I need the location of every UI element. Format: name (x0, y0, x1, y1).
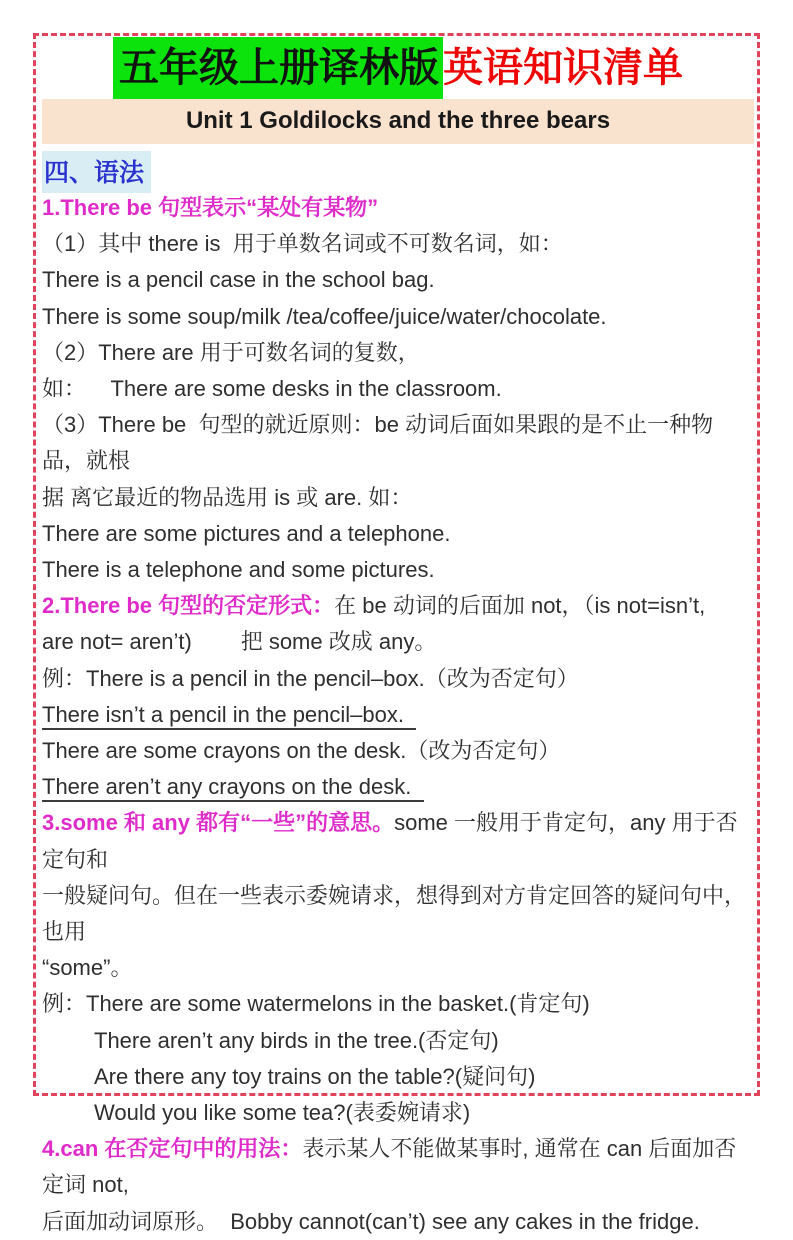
subheading-text: 2.There be 句型的否定形式： (42, 593, 335, 619)
body-text: 表示某人不能做某事时, 通常在 can 后面加否定词 not, (42, 1136, 737, 1198)
document-lines (42, 190, 754, 1240)
body-text: 一般疑问句。但在一些表示委婉请求，想得到对方肯定回答的疑问句中，也用 (42, 882, 747, 945)
text-line (42, 986, 754, 1022)
body-text: 例：There are some watermelons in the basket.(肯定句) (42, 991, 590, 1017)
text-line (42, 371, 754, 407)
subheading-text: 4.can 在否定句中的用法： (42, 1136, 303, 1162)
body-text: There are some pictures and a telephone. (42, 520, 451, 546)
text-line (42, 190, 754, 226)
subheading-text: 1.There be 句型表示“某处有某物” (42, 195, 379, 220)
text-line (42, 516, 754, 552)
body-text: 据 离它最近的物品选用 is 或 are. 如： (42, 484, 413, 510)
text-line (42, 335, 754, 371)
title-highlighted-text: 五年级上册译林版 (113, 37, 443, 99)
text-line (42, 226, 754, 262)
body-text: There is a telephone and some pictures. (42, 557, 435, 583)
text-line (42, 480, 754, 516)
text-line (42, 1023, 754, 1059)
text-line (42, 805, 754, 877)
section-heading: 四、语法 (42, 151, 151, 193)
text-line (42, 878, 754, 950)
title-red-text: 英语知识清单 (443, 46, 683, 90)
text-line (42, 1059, 754, 1095)
document-title (42, 46, 754, 90)
text-line (42, 262, 754, 298)
text-line (42, 733, 754, 769)
body-text: are not= aren’t) 把 some 改成 any。 (42, 629, 437, 655)
body-text: There aren’t any birds in the tree.(否定句) (94, 1027, 499, 1053)
underlined-sentence: There isn’t a pencil in the pencil–box. (42, 702, 416, 730)
body-text: “some”。 (42, 955, 133, 981)
text-line (42, 552, 754, 588)
body-text: 如： There are some desks in the classroom. (42, 376, 502, 402)
body-text: 在 be 动词的后面加 not，（is not=isn’t, (334, 593, 706, 619)
section-heading-row (42, 151, 754, 189)
body-text: 后面加动词原形。 Bobby cannot(can’t) see any cakes in the fridge. (42, 1208, 700, 1234)
body-text: There is a pencil case in the school bag. (42, 267, 435, 293)
body-text: Would you like some tea?(表委婉请求) (94, 1100, 471, 1126)
text-line (42, 407, 754, 479)
body-text: 例：There is a pencil in the pencil–box.（改为否定句） (42, 665, 579, 691)
unit-banner: Unit 1 Goldilocks and the three bears (42, 99, 754, 144)
body-text: Are there any toy trains on the table?(疑问句) (94, 1063, 536, 1089)
body-text: （3）There be 句型的就近原则：be 动词后面如果跟的是不止一种物品，就根 (42, 412, 714, 474)
text-line (42, 661, 754, 697)
body-text: There are some crayons on the desk.（改为否定句） (42, 738, 561, 764)
subheading-text: 3.some 和 any 都有“一些”的意思。 (42, 810, 395, 836)
text-line (42, 1204, 754, 1240)
text-line (42, 588, 754, 624)
text-line (42, 769, 754, 805)
underlined-sentence: There aren’t any crayons on the desk. (42, 774, 424, 802)
body-text: There is some soup/milk /tea/coffee/juice/water/chocolate. (42, 303, 607, 329)
text-line (42, 1095, 754, 1131)
body-text: some 一般用于肯定句，any 用于否定句和 (42, 810, 738, 872)
body-text: （1）其中 there is 用于单数名词或不可数名词，如： (42, 231, 563, 257)
document-content (42, 44, 754, 1240)
text-line (42, 950, 754, 986)
text-line (42, 1131, 754, 1203)
text-line (42, 299, 754, 335)
text-line (42, 624, 754, 660)
text-line (42, 697, 754, 733)
body-text: （2）There are 用于可数名词的复数， (42, 339, 420, 365)
